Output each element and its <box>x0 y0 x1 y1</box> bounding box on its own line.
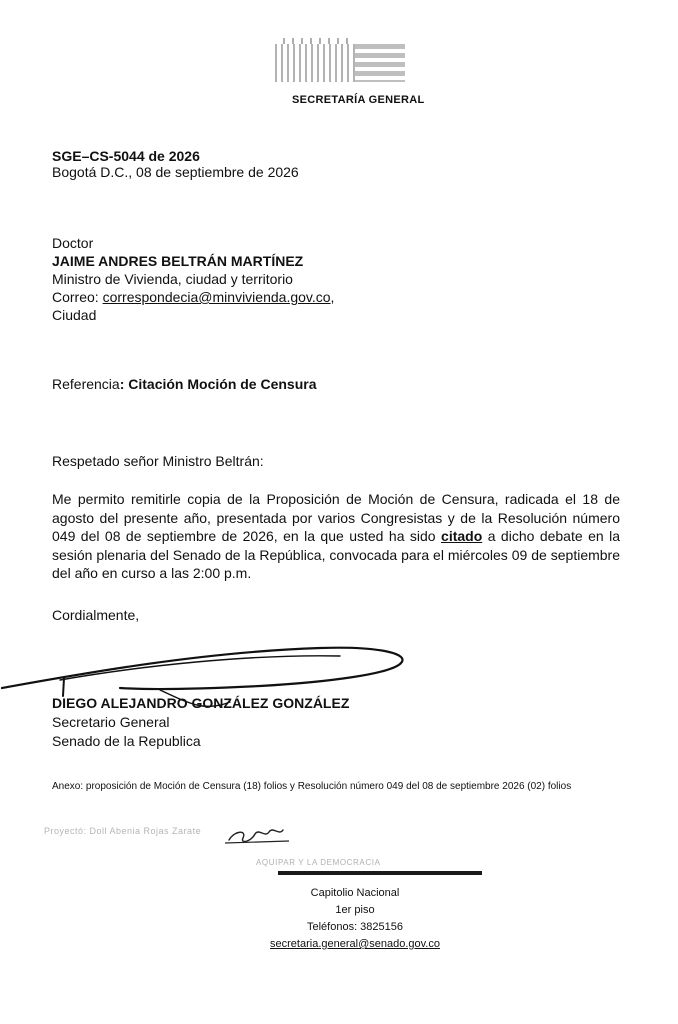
body-paragraph <box>52 490 620 583</box>
signer-block <box>52 694 349 751</box>
body-emphasis: citado <box>441 528 483 544</box>
reference-value: : Citación Moción de Censura <box>119 376 317 392</box>
signer-name: DIEGO ALEJANDRO GONZÁLEZ GONZÁLEZ <box>52 695 350 711</box>
footer-building: Capitolio Nacional <box>310 887 400 899</box>
body-text-end: a dicho debate en la sesión plenaria del Senado de la República, convocada para el miércoles 09 de septiembre del año en curso a las 2:00 p.m. <box>52 528 620 581</box>
document-code: SGE–CS-5044 de 2026 <box>52 148 200 164</box>
initials-scribble <box>225 822 305 848</box>
reference-line <box>52 374 317 394</box>
stamp-text: AQUIPAR Y LA DEMOCRACIA <box>256 858 381 867</box>
place-date: Bogotá D.C., 08 de septiembre de 2026 <box>52 164 299 180</box>
footer-floor: 1er piso <box>335 904 375 916</box>
signer-entity: Senado de la Republica <box>52 733 201 749</box>
logo-columns-graphic <box>275 44 355 82</box>
office-heading: SECRETARÍA GENERAL <box>292 94 425 106</box>
recipient-email-line <box>52 288 334 306</box>
recipient-position: Ministro de Vivienda, ciudad y territorio <box>52 271 293 287</box>
recipient-email-link[interactable]: correspondecia@minvivienda.gov.co <box>102 289 331 305</box>
footer-address <box>240 885 470 953</box>
recipient-city: Ciudad <box>52 307 97 323</box>
greeting: Respetado señor Ministro Beltrán: <box>52 453 264 469</box>
footer-phones: Teléfonos: 3825156 <box>306 921 404 933</box>
projected-by: Proyectó: Doll Abenia Rojas Zarate <box>44 826 202 836</box>
recipient-name: JAIME ANDRES BELTRÁN MARTÍNEZ <box>52 253 304 269</box>
closing: Cordialmente, <box>52 607 140 623</box>
body-text-start: Me permito remitirle copia de la Proposición de Moción de Censura, radicada el 18 de agosto del presente año, presentada por varios Congresistas y de la Resolución número 049 del 08 de septiembre de 2026, en la que usted ha sido <box>52 491 620 544</box>
email-suffix: , <box>330 289 335 305</box>
footer-divider <box>278 871 482 875</box>
reference-label: Referencia <box>52 376 120 392</box>
signer-role: Secretario General <box>52 714 170 730</box>
footer-email-link[interactable]: secretaria.general@senado.gov.co <box>270 938 440 950</box>
recipient-title: Doctor <box>52 235 94 251</box>
logo-wordmark <box>355 44 405 82</box>
congress-logo <box>275 38 405 86</box>
email-label: Correo: <box>52 289 103 305</box>
recipient-block <box>52 234 334 324</box>
annex-note: Anexo: proposición de Moción de Censura (18) folios y Resolución número 049 del 08 de septiembre 2026 (02) folios <box>52 781 572 792</box>
